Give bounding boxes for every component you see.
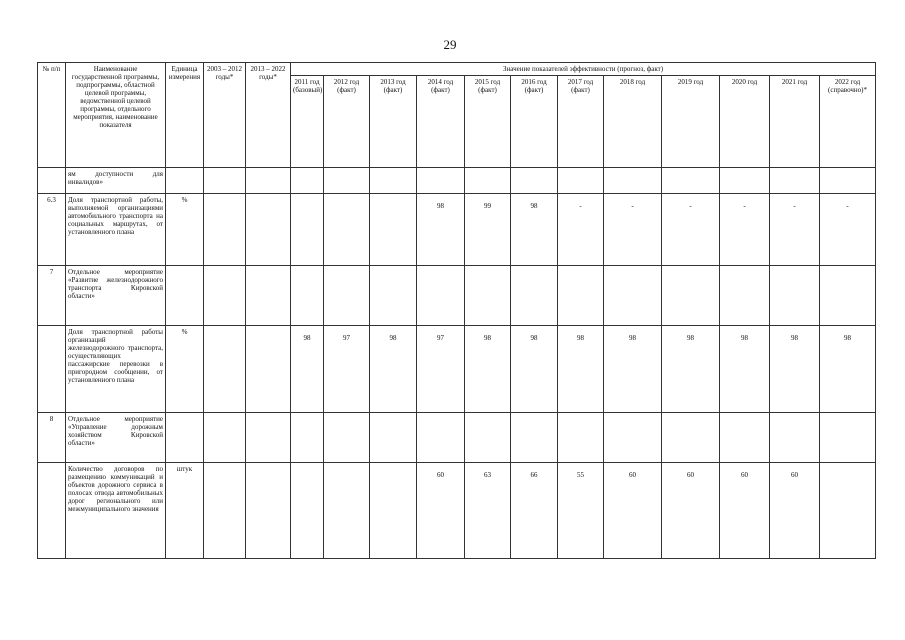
cell-value: 98 <box>511 326 558 413</box>
cell-value <box>370 194 417 266</box>
cell-value: - <box>604 194 662 266</box>
cell-value <box>662 413 720 463</box>
cell-value <box>465 168 511 194</box>
header-unit: Единица измерения <box>166 63 204 168</box>
table-row <box>38 413 876 463</box>
cell-value <box>662 266 720 326</box>
table-row <box>38 326 876 413</box>
cell-value: 60 <box>604 463 662 559</box>
cell-period-2003-2012 <box>204 194 246 266</box>
header-name: Наименование государственной программы, подпрограммы, областной целевой программы, ведомственной целевой программы, отдельного мероприятия, наименование показателя <box>66 63 166 168</box>
table-row <box>38 194 876 266</box>
cell-value <box>770 413 820 463</box>
cell-value <box>370 168 417 194</box>
cell-value: 98 <box>604 326 662 413</box>
cell-name: Отдельное мероприятие «Управление дорожным хозяйством Кировской области» <box>66 413 166 463</box>
cell-value <box>720 266 770 326</box>
cell-unit: % <box>166 326 204 413</box>
cell-name: Количество договоров по размещению коммуникаций и объектов дорожного сервиса в полосах отвода автомобильных дорог регионального или межмуниципального значения <box>66 463 166 559</box>
cell-value <box>417 266 465 326</box>
cell-value: - <box>558 194 604 266</box>
table-row <box>38 463 876 559</box>
cell-period-2003-2012 <box>204 326 246 413</box>
cell-value <box>324 194 370 266</box>
cell-name: Отдельное мероприятие «Развитие железнодорожного транспорта Кировской области» <box>66 266 166 326</box>
header-year: 2015 год (факт) <box>465 76 511 168</box>
cell-value: - <box>662 194 720 266</box>
cell-value: 55 <box>558 463 604 559</box>
header-year: 2019 год <box>662 76 720 168</box>
cell-value <box>720 413 770 463</box>
header-year: 2013 год (факт) <box>370 76 417 168</box>
cell-value: 98 <box>370 326 417 413</box>
table-row <box>38 266 876 326</box>
cell-value: 60 <box>720 463 770 559</box>
cell-value <box>291 168 324 194</box>
cell-name: Доля транспортной работы, выполняемой организациями автомобильного транспорта на социальных маршрутах, от установленного плана <box>66 194 166 266</box>
cell-value <box>558 168 604 194</box>
cell-num: 8 <box>38 413 66 463</box>
header-year: 2020 год <box>720 76 770 168</box>
cell-value <box>291 194 324 266</box>
header-2013-2022: 2013 – 2022 годы* <box>246 63 291 168</box>
cell-value: 60 <box>662 463 720 559</box>
cell-num <box>38 326 66 413</box>
header-year: 2016 год (факт) <box>511 76 558 168</box>
cell-value <box>324 413 370 463</box>
cell-value <box>324 463 370 559</box>
cell-period-2013-2022 <box>246 463 291 559</box>
cell-value <box>558 413 604 463</box>
cell-value <box>770 266 820 326</box>
cell-value <box>770 168 820 194</box>
cell-value <box>324 266 370 326</box>
cell-value <box>820 413 876 463</box>
cell-value <box>511 413 558 463</box>
cell-value: 63 <box>465 463 511 559</box>
header-year: 2011 год (базовый) <box>291 76 324 168</box>
cell-value <box>662 168 720 194</box>
cell-period-2013-2022 <box>246 194 291 266</box>
cell-unit <box>166 413 204 463</box>
header-year: 2022 год (справочно)* <box>820 76 876 168</box>
cell-value <box>820 266 876 326</box>
cell-value: 98 <box>770 326 820 413</box>
header-year: 2021 год <box>770 76 820 168</box>
cell-value: 66 <box>511 463 558 559</box>
cell-value <box>465 413 511 463</box>
cell-value <box>558 266 604 326</box>
cell-value: 98 <box>662 326 720 413</box>
header-num: № п/п <box>38 63 66 168</box>
cell-value <box>370 266 417 326</box>
cell-period-2003-2012 <box>204 463 246 559</box>
cell-value <box>604 413 662 463</box>
cell-value: 60 <box>770 463 820 559</box>
cell-value: - <box>820 194 876 266</box>
cell-value <box>291 463 324 559</box>
cell-value: 98 <box>417 194 465 266</box>
cell-period-2013-2022 <box>246 168 291 194</box>
cell-value <box>291 266 324 326</box>
cell-value: - <box>770 194 820 266</box>
cell-period-2013-2022 <box>246 413 291 463</box>
cell-period-2003-2012 <box>204 413 246 463</box>
cell-unit: % <box>166 194 204 266</box>
cell-value <box>820 168 876 194</box>
cell-value <box>465 266 511 326</box>
cell-value <box>291 413 324 463</box>
cell-value <box>820 463 876 559</box>
cell-value <box>604 168 662 194</box>
cell-value: 98 <box>465 326 511 413</box>
indicators-table <box>37 62 876 559</box>
cell-value: 98 <box>558 326 604 413</box>
page-number: 29 <box>443 37 457 52</box>
header-year: 2017 год (факт) <box>558 76 604 168</box>
cell-name: Доля транспортной работы организаций железнодорожного транспорта, осуществляющих пассажирские перевозки в пригородном сообщении, от установленного плана <box>66 326 166 413</box>
cell-value: 98 <box>511 194 558 266</box>
header-year: 2014 год (факт) <box>417 76 465 168</box>
cell-value: 97 <box>417 326 465 413</box>
cell-num: 7 <box>38 266 66 326</box>
header-2003-2012: 2003 – 2012 годы* <box>204 63 246 168</box>
cell-value <box>324 168 370 194</box>
cell-value: 98 <box>720 326 770 413</box>
cell-value: 99 <box>465 194 511 266</box>
cell-period-2003-2012 <box>204 168 246 194</box>
cell-num: 6.3 <box>38 194 66 266</box>
cell-value <box>370 413 417 463</box>
cell-value: 60 <box>417 463 465 559</box>
cell-value <box>417 413 465 463</box>
header-year: 2012 год (факт) <box>324 76 370 168</box>
cell-period-2003-2012 <box>204 266 246 326</box>
cell-unit: штук <box>166 463 204 559</box>
cell-num <box>38 168 66 194</box>
header-year: 2018 год <box>604 76 662 168</box>
cell-value <box>511 168 558 194</box>
cell-unit <box>166 266 204 326</box>
cell-period-2013-2022 <box>246 266 291 326</box>
header-indicator-group: Значение показателей эффективности (прогноз, факт) <box>291 63 876 76</box>
cell-value <box>604 266 662 326</box>
cell-value: 98 <box>820 326 876 413</box>
cell-value: 97 <box>324 326 370 413</box>
table-row <box>38 168 876 194</box>
cell-value <box>370 463 417 559</box>
cell-num <box>38 463 66 559</box>
cell-value <box>511 266 558 326</box>
cell-period-2013-2022 <box>246 326 291 413</box>
cell-value: 98 <box>291 326 324 413</box>
cell-value: - <box>720 194 770 266</box>
cell-name: ям доступности для инвалидов» <box>66 168 166 194</box>
cell-value <box>720 168 770 194</box>
cell-value <box>417 168 465 194</box>
cell-unit <box>166 168 204 194</box>
